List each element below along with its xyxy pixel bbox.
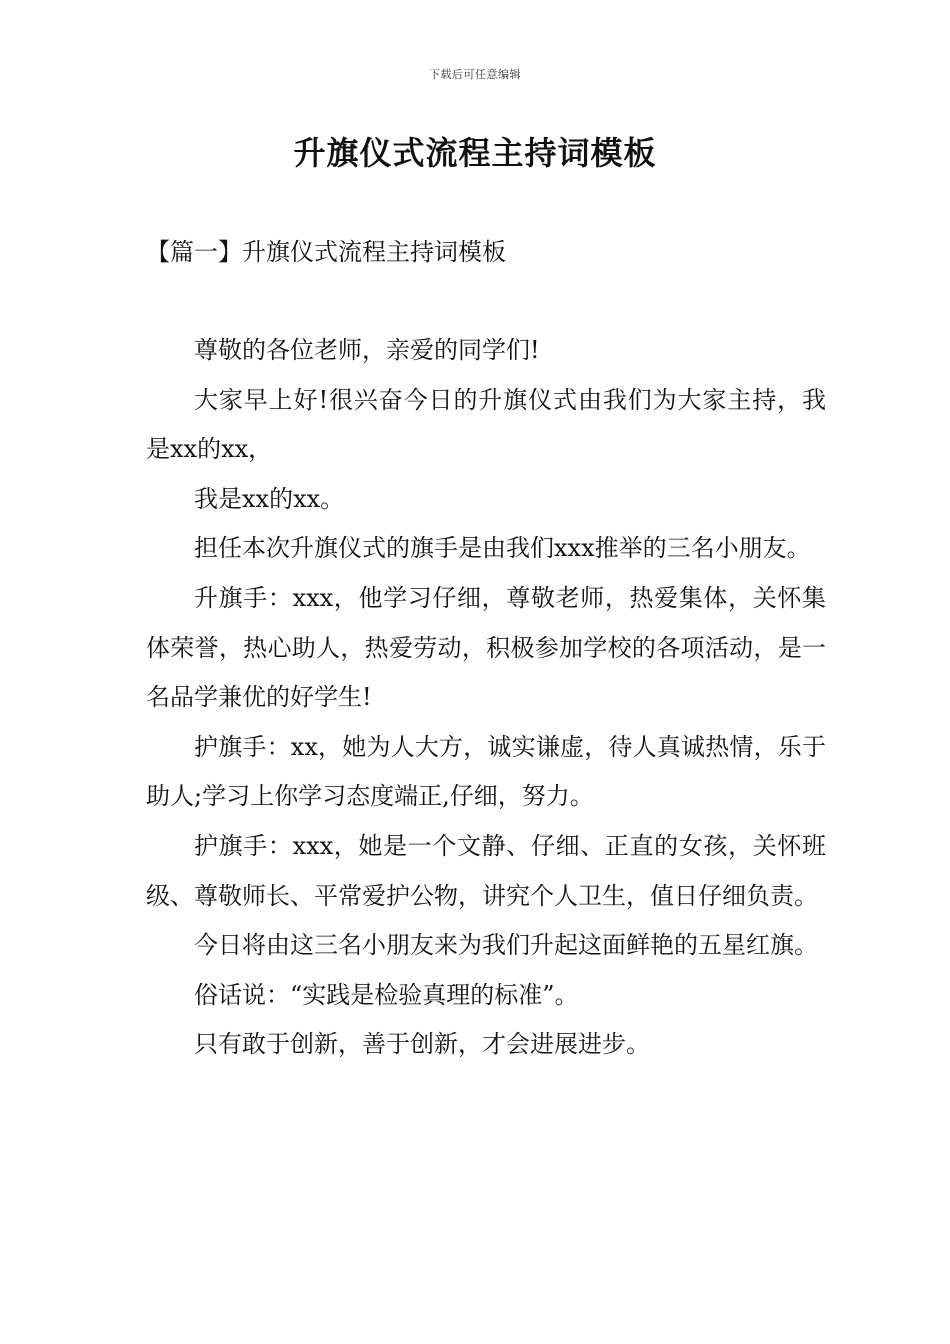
paragraph-host-intro-2: 我是xx的xx。 <box>194 484 345 513</box>
document-title: 升旗仪式流程主持词模板 <box>293 134 657 172</box>
paragraph-innovation: 只有敢于创新，善于创新，才会进展进步。 <box>194 1030 650 1059</box>
section-heading: 【篇一】升旗仪式流程主持词模板 <box>146 238 506 266</box>
header-note: 下载后可任意编辑 <box>429 68 521 81</box>
paragraph-raising: 今日将由这三名小朋友来为我们升起这面鲜艳的五星红旗。 <box>194 931 818 960</box>
paragraph-flag-guard-1: 护旗手：xx，她为人大方，诚实谦虚，待人真诚热情，乐于助人;学习上你学习态度端正,仔细，努力。 <box>146 732 826 811</box>
paragraph-saying: 俗话说：“实践是检验真理的标准”。 <box>194 980 579 1009</box>
paragraph-greeting: 尊敬的各位老师，亲爱的同学们! <box>194 336 540 364</box>
paragraph-host-intro-1: 大家早上好!很兴奋今日的升旗仪式由我们为大家主持，我是xx的xx， <box>146 385 826 464</box>
paragraph-flag-bearers: 担任本次升旗仪式的旗手是由我们xxx推举的三名小朋友。 <box>194 534 811 563</box>
paragraph-flag-raiser: 升旗手：xxx，他学习仔细，尊敬老师，热爱集体，关怀集体荣誉，热心助人，热爱劳动，积极参加学校的各项活动，是一名品学兼优的好学生! <box>146 583 826 712</box>
document-body <box>146 326 826 1070</box>
paragraph-flag-guard-2: 护旗手：xxx，她是一个文静、仔细、正直的女孩，关怀班级、尊敬师长、平常爱护公物，讲究个人卫生，值日仔细负责。 <box>146 831 826 910</box>
